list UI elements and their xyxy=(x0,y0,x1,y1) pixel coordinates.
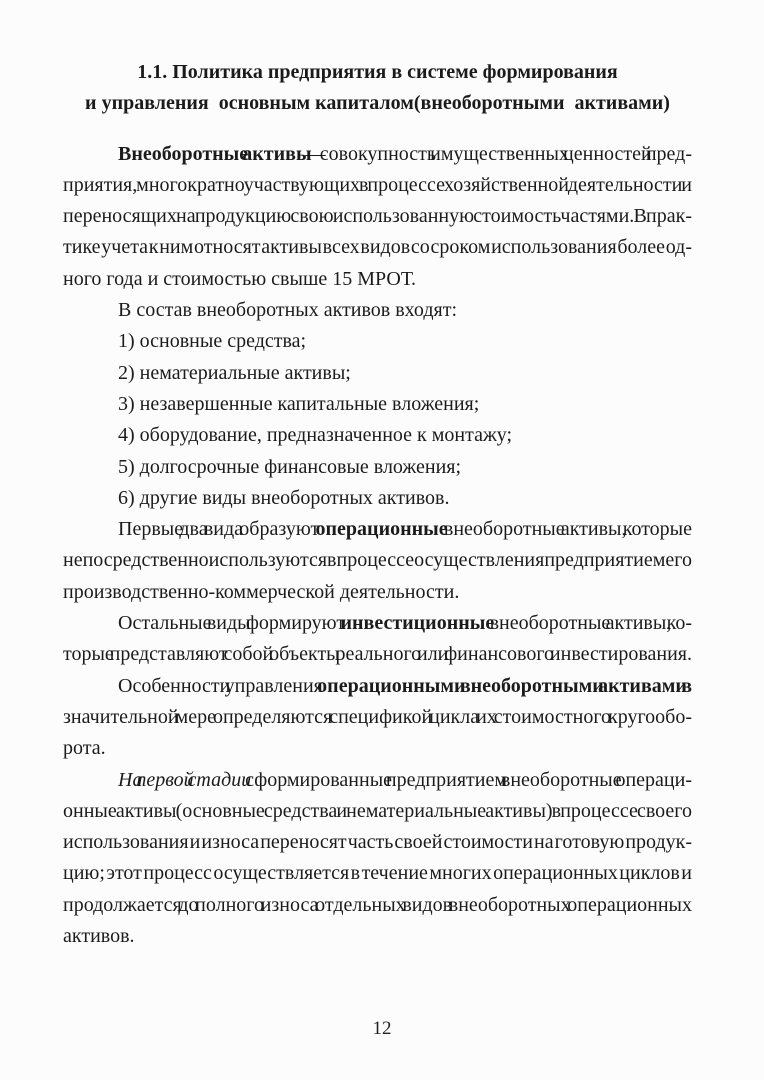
text-line xyxy=(63,483,692,514)
text-line xyxy=(63,420,692,451)
text-line xyxy=(63,514,692,545)
text-line xyxy=(63,702,692,733)
text-line xyxy=(63,639,692,670)
plain-text: тике учета к ним относят активы всех видов со сроком использования более од- xyxy=(63,236,692,259)
list-item-5 xyxy=(63,452,692,483)
text-line xyxy=(63,545,692,576)
plain-text: сформированные предприятием внеоборотные операци- xyxy=(251,768,692,791)
text-line-content xyxy=(63,174,692,196)
text-line xyxy=(63,326,692,357)
list-item-3 xyxy=(63,389,692,420)
text-line-content xyxy=(63,862,692,884)
text-line xyxy=(63,264,692,295)
plain-text: 1) основные средства; xyxy=(118,330,307,353)
text-line-content xyxy=(118,456,461,478)
plain-text: Остальные виды формируют xyxy=(118,612,341,635)
plain-text: онные активы (основные средства и нематериальные активы) в процессе своего xyxy=(63,799,692,822)
text-line-content xyxy=(118,769,692,791)
document-body xyxy=(63,139,692,953)
page-content xyxy=(63,57,692,952)
plain-text: производственно-коммерческой деятельности. xyxy=(63,580,460,603)
para-first-stage xyxy=(63,765,692,953)
text-line xyxy=(63,858,692,889)
text-line-content xyxy=(118,487,449,509)
text-line xyxy=(63,577,692,608)
para-sostav-intro xyxy=(63,295,692,326)
plain-text: ного года и стоимостью свыше 15 МРОТ. xyxy=(63,267,417,290)
bold-text: операционные xyxy=(315,518,448,541)
plain-text: цию; этот процесс осуществляется в течение многих операционных циклов и xyxy=(63,862,692,885)
text-line xyxy=(63,671,692,702)
para-operational-assets xyxy=(63,514,692,608)
plain-text: 2) нематериальные активы; xyxy=(118,361,351,384)
italic-text: На первой стадии xyxy=(118,768,252,791)
list-item-1 xyxy=(63,326,692,357)
plain-text: использования и износа переносят часть своей стоимости на готовую продук- xyxy=(63,831,692,854)
plain-text: переносящих на продукцию свою использованную стоимость частями. В прак- xyxy=(63,205,692,228)
plain-text: 3) незавершенные капитальные вложения; xyxy=(118,392,480,415)
text-line-content xyxy=(118,424,512,446)
para-management-features xyxy=(63,671,692,765)
text-line xyxy=(63,796,692,827)
plain-text: активов. xyxy=(63,925,135,948)
section-title-line-1: 1.1. Политика предприятия в системе формирования xyxy=(137,61,618,83)
text-line-content xyxy=(118,612,692,634)
text-line xyxy=(63,608,692,639)
text-line xyxy=(63,201,692,232)
text-line-content xyxy=(118,393,479,415)
para-vneoborotnye-definition xyxy=(63,139,692,295)
text-line-content xyxy=(63,925,135,947)
text-line-content xyxy=(118,518,692,540)
text-line-content xyxy=(63,800,692,822)
plain-text: В состав внеоборотных активов входят: xyxy=(118,299,458,322)
plain-text: значительной мере определяются спецификой цикла их стоимостного кругообо- xyxy=(63,705,692,728)
list-item-2 xyxy=(63,358,692,389)
text-line xyxy=(63,295,692,326)
text-line xyxy=(63,827,692,858)
bold-text: операционными внеоборотными активами в xyxy=(317,674,692,697)
text-line-content xyxy=(63,549,692,571)
plain-text: внеоборотные активы, которые xyxy=(447,518,692,541)
plain-text: внеоборотные активы, ко- xyxy=(494,612,693,635)
plain-text: 4) оборудование, предназначенное к монтажу; xyxy=(118,424,513,447)
list-item-6 xyxy=(63,483,692,514)
plain-text: приятия, многократно участвующих в процессе хозяйственной деятельности и xyxy=(63,173,692,196)
plain-text: — совокупность имущественных ценностей пред- xyxy=(311,142,692,165)
text-line-content xyxy=(63,831,692,853)
text-line xyxy=(63,170,692,201)
plain-text: 5) долгосрочные финансовые вложения; xyxy=(118,455,462,478)
text-line-content xyxy=(63,236,692,258)
bold-text: инвестиционные xyxy=(340,612,495,635)
text-line xyxy=(63,921,692,952)
plain-text: непосредственно используются в процессе осуществления предприятием его xyxy=(63,549,692,572)
text-line-content xyxy=(63,643,692,665)
section-title-line-2: и управления основным капиталом(внеоборотными активами) xyxy=(85,92,670,115)
text-line-content xyxy=(63,894,692,916)
text-line-content xyxy=(63,205,692,227)
text-line xyxy=(63,765,692,796)
section-title xyxy=(63,57,692,120)
plain-text: рота. xyxy=(63,737,106,760)
text-line-content xyxy=(63,581,459,603)
text-line xyxy=(63,733,692,764)
text-line-content xyxy=(118,362,351,384)
text-line-content xyxy=(118,330,306,352)
page-number: 12 xyxy=(372,1018,392,1039)
text-line-content xyxy=(63,268,416,290)
text-line-content xyxy=(63,706,692,728)
plain-text: продолжается до полного износа отдельных видов внеоборотных операционных xyxy=(63,893,692,916)
list-item-4 xyxy=(63,420,692,451)
text-line xyxy=(63,389,692,420)
text-line-content xyxy=(118,675,692,697)
text-line-content xyxy=(118,299,457,321)
text-line-content xyxy=(118,143,692,165)
bold-text: Внеоборотные активы xyxy=(118,142,312,165)
text-line xyxy=(63,890,692,921)
plain-text: торые представляют собой объекты реального или финансового инвестирования. xyxy=(63,643,692,666)
text-line xyxy=(63,232,692,263)
para-investment-assets xyxy=(63,608,692,671)
text-line-content xyxy=(63,737,106,759)
text-line xyxy=(63,452,692,483)
text-line xyxy=(63,358,692,389)
text-line xyxy=(63,139,692,170)
plain-text: Особенности управления xyxy=(118,674,318,697)
plain-text: 6) другие виды внеоборотных активов. xyxy=(118,486,450,509)
plain-text: Первые два вида образуют xyxy=(118,518,316,541)
